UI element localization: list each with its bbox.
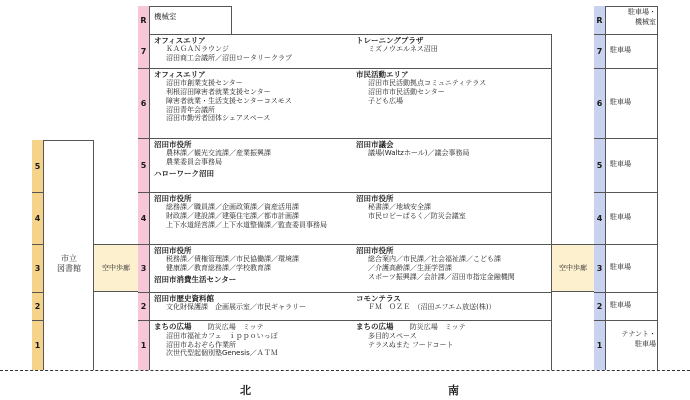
floor-3-south (356, 246, 550, 282)
tenant-line: 障害者就業・生活支援センターコスモス (166, 96, 292, 105)
tenant-line: ミズノウエルネス沼田 (368, 45, 438, 54)
area-title-note: 防災広場 ミッテ (409, 323, 466, 331)
floor-2-north (154, 294, 350, 312)
parking-floor-R: R (594, 6, 606, 34)
area-subtitle: ハローワーク沼田 (154, 168, 214, 178)
area-subtitle: 沼田市消費生活センター (154, 274, 237, 284)
floor-6-north (154, 70, 350, 123)
tenant-line: 財政課／建設課／建築住宅課／都市計画課 (166, 212, 299, 221)
floor-1-south (356, 322, 550, 349)
area-title: まちの広場 (356, 322, 394, 331)
tenant-line: 税務課／債権管理課／市民協働課／環境課 (166, 255, 299, 264)
floor-4-north (154, 194, 354, 230)
ground-line (0, 370, 690, 371)
floor-number-5: 5 (138, 138, 150, 192)
tenant-line: 沼田市勤労者団体シェアスペース (166, 114, 271, 123)
area-title: トレーニングプラザ (356, 36, 424, 45)
tenant-line: 市民ロビーぱるく／防災会議室 (368, 212, 466, 221)
tenant-line: 沼田市市民活動センター (368, 88, 445, 97)
parking-label-4: 駐車場 (610, 213, 631, 221)
tenant-line: 次世代型起個別塾Genesis／ＡＴＭ (166, 349, 278, 358)
parking-floor-6: 6 (594, 68, 606, 138)
floor-6-south (356, 70, 550, 106)
south-label: 南 (448, 384, 459, 397)
parking-floor-3: 3 (594, 244, 606, 292)
floor-4-south (356, 194, 550, 221)
tenant-line: 上下水道経営課／上下水道整備課／監査委員事務局 (166, 220, 327, 229)
area-title: 沼田市役所 (154, 246, 192, 255)
area-title: まちの広場 (154, 322, 192, 331)
parking-floor-5: 5 (594, 138, 606, 192)
walkway-south-label: 空中歩廊 (559, 264, 587, 272)
library-label: 市立 図書館 (57, 254, 81, 274)
library-floor-1: 1 (32, 320, 44, 370)
tenant-line: 沼田市民活動拠点コミュニティテラス (368, 79, 487, 88)
area-title: オフィスエリア (154, 70, 206, 79)
north-label: 北 (240, 384, 251, 397)
parking-floor-4: 4 (594, 192, 606, 244)
floor-7-north (154, 36, 350, 63)
area-title: 沼田市役所 (356, 194, 394, 203)
tenant-line: 多目的スペース (368, 331, 417, 340)
tenant-line: 総合案内／市民課／社会福祉課／こども課 (368, 255, 501, 264)
area-title: 沼田市歴史資料館 (154, 294, 214, 303)
parking-label-3: 駐車場 (610, 263, 631, 271)
library-floor-3: 3 (32, 244, 44, 292)
floor-number-4: 4 (138, 192, 150, 244)
walkway-north (94, 244, 138, 292)
tenant-line: 沼田商工会議所／沼田ロータリークラブ (166, 54, 292, 63)
area-title: オフィスエリア (154, 36, 206, 45)
area-title-note: 防災広場 ミッテ (207, 323, 264, 331)
floor-divider (138, 320, 552, 321)
tenant-line: 文化財保護課 企画展示室／市民ギャラリー (166, 303, 306, 312)
floor-7-south (356, 36, 550, 54)
tenant-line: 議場(Waltzホール)／議会事務局 (368, 149, 470, 158)
parking-label-5: 駐車場 (610, 160, 631, 168)
tenant-line: 利根沼田障害者就業支援センター (166, 88, 271, 97)
tenant-line: 沼田市あおぞら作業所 (166, 340, 236, 349)
area-title: 沼田市役所 (154, 140, 192, 149)
floor-divider (138, 192, 552, 193)
area-title: 沼田市役所 (356, 246, 394, 255)
floor-divider (138, 138, 552, 139)
area-title: 市民活動エリア (356, 70, 409, 79)
parking-label-2: 駐車場 (610, 301, 631, 309)
tenant-line: ＫＡＧＡＮラウンジ (166, 45, 229, 54)
walkway-north-label: 空中歩廊 (102, 264, 130, 272)
parking-floor-2: 2 (594, 292, 606, 320)
floor-5-south (356, 140, 550, 158)
tenant-line: 農業委員会事務局 (166, 158, 222, 167)
area-title: 沼田市議会 (356, 140, 394, 149)
tenant-line: 農林課／観光交流課／産業振興課 (166, 149, 271, 158)
library-floor-5: 5 (32, 140, 44, 192)
tenant-line: テラスぬまた フードコート (368, 340, 454, 349)
tenant-line: スポーツ振興課／会計課／沼田市指定金融機関 (368, 272, 515, 281)
floor-number-7: 7 (138, 34, 150, 68)
parking-floor-1: 1 (594, 320, 606, 370)
floor-5-north (154, 140, 350, 178)
floor-number-2: 2 (138, 292, 150, 320)
area-title: コモンテラス (356, 294, 401, 303)
floor-3-north (154, 246, 350, 284)
parking-label-1: テナント・ 駐車場 (621, 330, 656, 348)
floor-divider (138, 244, 552, 245)
parking-label-6: 駐車場 (610, 98, 631, 106)
floor-number-3: 3 (138, 244, 150, 292)
tenant-line: 沼田青年会議所 (166, 105, 215, 114)
floor-divider (138, 292, 552, 293)
tenant-line: 沼田市創業支援センター (166, 79, 243, 88)
roof-floor-number: R (138, 6, 150, 34)
tenant-line: ＦＭ ＯＺＥ （沼田エフエム放送(株)） (368, 303, 496, 312)
roof-machine-room: 機械室 (154, 12, 177, 21)
area-title: 沼田市役所 (154, 194, 192, 203)
tenant-line: ／介護高齢課／生涯学習課 (368, 264, 452, 273)
library-floor-2: 2 (32, 292, 44, 320)
walkway-south (552, 244, 594, 292)
floor-number-6: 6 (138, 68, 150, 138)
parking-label-7: 駐車場 (610, 46, 631, 54)
parking-floor-7: 7 (594, 34, 606, 68)
floor-2-south (356, 294, 550, 312)
floor-number-1: 1 (138, 320, 150, 370)
tenant-line: 子ども広場 (368, 96, 403, 105)
library-floor-4: 4 (32, 192, 44, 244)
tenant-line: 秘書課／地域安全課 (368, 203, 431, 212)
floor-divider (138, 68, 552, 69)
tenant-line: 健康課／教育総務課／学校教育課 (166, 264, 271, 273)
tenant-line: 総務課／職員課／企画政策課／資産活用課 (166, 203, 299, 212)
tenant-line: 沼田市福祉カフェ ｉｐｐｏいっぽ (166, 331, 278, 340)
parking-label-R: 駐車場・ 機械室 (628, 8, 656, 26)
floor-1-north (154, 322, 350, 358)
